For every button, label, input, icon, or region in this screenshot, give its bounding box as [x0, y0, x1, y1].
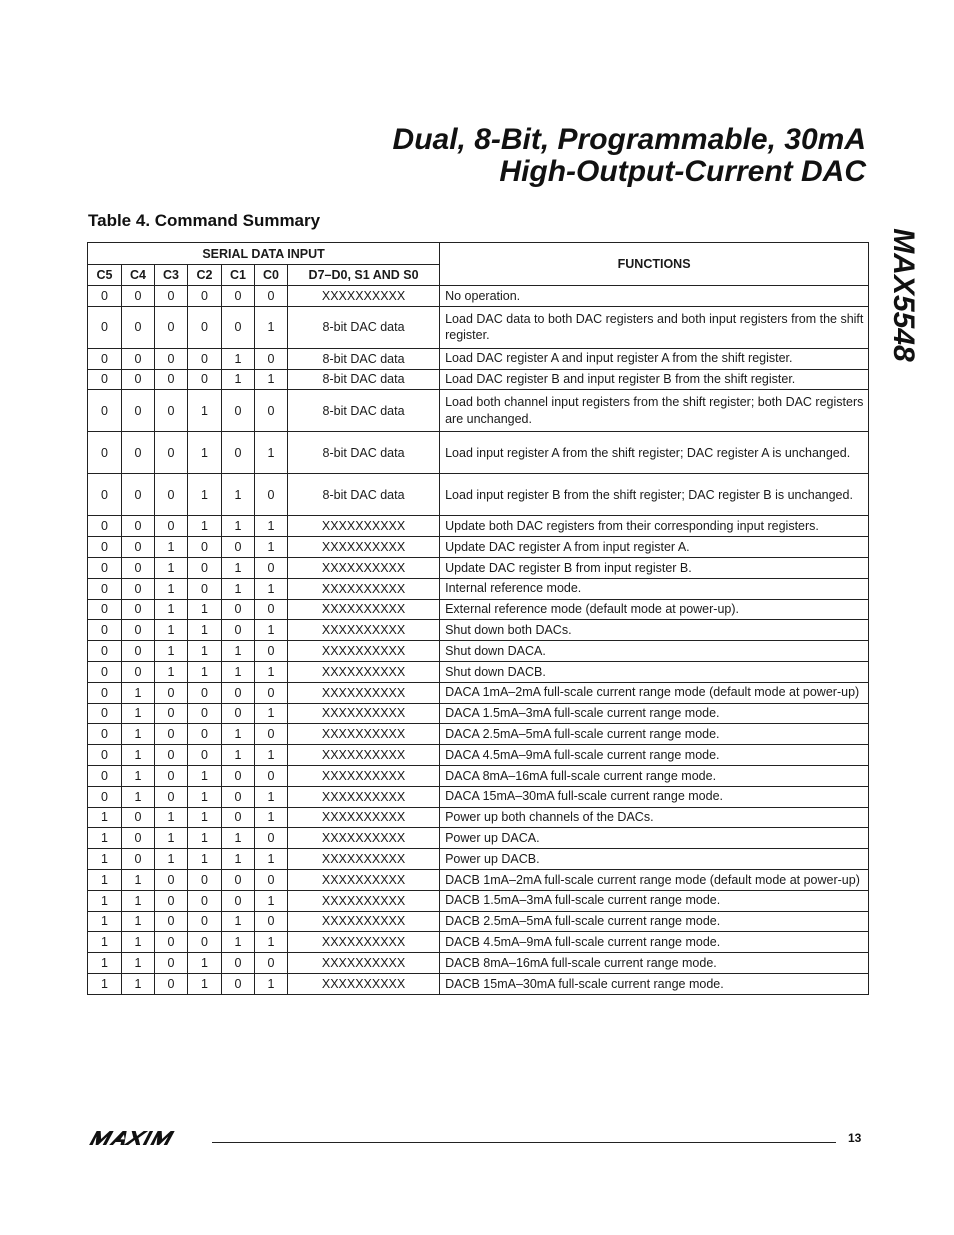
cell-data: XXXXXXXXXX: [288, 932, 440, 953]
cell-c0: 1: [255, 306, 288, 348]
table-row: [88, 911, 869, 932]
cell-c1: 0: [222, 682, 255, 703]
cell-c4: 1: [122, 911, 155, 932]
cell-c5: 0: [88, 432, 122, 474]
cell-c1: 1: [222, 516, 255, 537]
cell-c4: 0: [122, 537, 155, 558]
cell-c0: 1: [255, 661, 288, 682]
cell-c0: 1: [255, 369, 288, 390]
command-table-body: [88, 286, 869, 995]
cell-c4: 0: [122, 620, 155, 641]
cell-c0: 1: [255, 849, 288, 870]
cell-function: DACA 15mA–30mA full-scale current range mode.: [440, 786, 869, 807]
cell-c2: 0: [188, 932, 222, 953]
cell-c5: 0: [88, 765, 122, 786]
cell-c0: 0: [255, 828, 288, 849]
table-row: [88, 703, 869, 724]
cell-c4: 1: [122, 890, 155, 911]
cell-c5: 0: [88, 369, 122, 390]
cell-c0: 1: [255, 807, 288, 828]
cell-c2: 0: [188, 306, 222, 348]
column-header-data: D7–D0, S1 AND S0: [288, 265, 440, 286]
cell-data: XXXXXXXXXX: [288, 286, 440, 307]
cell-c2: 1: [188, 390, 222, 432]
cell-c5: 0: [88, 786, 122, 807]
cell-c4: 1: [122, 703, 155, 724]
table-row: [88, 306, 869, 348]
cell-function: DACA 1.5mA–3mA full-scale current range mode.: [440, 703, 869, 724]
cell-c1: 0: [222, 890, 255, 911]
cell-c1: 1: [222, 369, 255, 390]
table-row: [88, 828, 869, 849]
cell-c4: 0: [122, 578, 155, 599]
cell-c5: 0: [88, 537, 122, 558]
cell-c5: 1: [88, 953, 122, 974]
cell-c3: 0: [155, 516, 188, 537]
cell-data: XXXXXXXXXX: [288, 786, 440, 807]
cell-c2: 0: [188, 537, 222, 558]
cell-c0: 1: [255, 973, 288, 994]
cell-c0: 0: [255, 911, 288, 932]
cell-c2: 0: [188, 911, 222, 932]
cell-c5: 0: [88, 557, 122, 578]
cell-c1: 0: [222, 537, 255, 558]
cell-function: DACB 1.5mA–3mA full-scale current range mode.: [440, 890, 869, 911]
cell-c4: 1: [122, 953, 155, 974]
cell-c3: 0: [155, 911, 188, 932]
cell-c5: 0: [88, 578, 122, 599]
cell-c5: 0: [88, 286, 122, 307]
cell-c0: 0: [255, 724, 288, 745]
cell-data: XXXXXXXXXX: [288, 724, 440, 745]
table-row: [88, 537, 869, 558]
cell-function: Update both DAC registers from their corresponding input registers.: [440, 516, 869, 537]
cell-c0: 0: [255, 869, 288, 890]
cell-c5: 0: [88, 661, 122, 682]
cell-c2: 0: [188, 578, 222, 599]
cell-c2: 0: [188, 348, 222, 369]
cell-c2: 1: [188, 765, 222, 786]
cell-c3: 1: [155, 557, 188, 578]
table-row: [88, 724, 869, 745]
table-row: [88, 869, 869, 890]
cell-data: 8-bit DAC data: [288, 348, 440, 369]
cell-data: XXXXXXXXXX: [288, 516, 440, 537]
cell-data: XXXXXXXXXX: [288, 745, 440, 766]
cell-c4: 1: [122, 786, 155, 807]
cell-c4: 0: [122, 348, 155, 369]
cell-c4: 1: [122, 745, 155, 766]
table-row: [88, 765, 869, 786]
cell-c3: 1: [155, 828, 188, 849]
cell-c0: 1: [255, 578, 288, 599]
cell-c0: 0: [255, 474, 288, 516]
cell-c2: 0: [188, 703, 222, 724]
cell-c5: 0: [88, 306, 122, 348]
cell-c5: 0: [88, 474, 122, 516]
cell-c4: 1: [122, 869, 155, 890]
cell-c5: 0: [88, 745, 122, 766]
cell-c2: 0: [188, 369, 222, 390]
cell-c0: 0: [255, 557, 288, 578]
cell-function: DACA 2.5mA–5mA full-scale current range mode.: [440, 724, 869, 745]
cell-c4: 0: [122, 306, 155, 348]
cell-c1: 0: [222, 599, 255, 620]
cell-c3: 1: [155, 807, 188, 828]
maxim-logo: [88, 1130, 200, 1146]
cell-data: XXXXXXXXXX: [288, 890, 440, 911]
table-row: [88, 807, 869, 828]
column-header-c2: C2: [188, 265, 222, 286]
cell-c3: 0: [155, 432, 188, 474]
cell-c1: 0: [222, 432, 255, 474]
cell-c2: 0: [188, 286, 222, 307]
cell-function: DACA 8mA–16mA full-scale current range mode.: [440, 765, 869, 786]
table-row: [88, 973, 869, 994]
cell-c4: 0: [122, 641, 155, 662]
table-row: [88, 890, 869, 911]
cell-c0: 1: [255, 745, 288, 766]
cell-data: XXXXXXXXXX: [288, 682, 440, 703]
table-row: [88, 932, 869, 953]
cell-c2: 1: [188, 786, 222, 807]
cell-c3: 1: [155, 641, 188, 662]
cell-data: XXXXXXXXXX: [288, 953, 440, 974]
cell-c2: 1: [188, 516, 222, 537]
cell-function: DACB 8mA–16mA full-scale current range mode.: [440, 953, 869, 974]
table-row: [88, 286, 869, 307]
cell-c1: 0: [222, 786, 255, 807]
cell-function: Load both channel input registers from the shift register; both DAC registers are unchanged.: [440, 390, 869, 432]
cell-c1: 0: [222, 973, 255, 994]
column-header-c5: C5: [88, 265, 122, 286]
cell-data: XXXXXXXXXX: [288, 869, 440, 890]
cell-function: Load DAC register A and input register A from the shift register.: [440, 348, 869, 369]
cell-c0: 0: [255, 390, 288, 432]
cell-c0: 1: [255, 890, 288, 911]
cell-c4: 0: [122, 432, 155, 474]
cell-c5: 0: [88, 682, 122, 703]
cell-data: XXXXXXXXXX: [288, 557, 440, 578]
cell-function: Power up DACA.: [440, 828, 869, 849]
cell-c1: 0: [222, 306, 255, 348]
document-title-line-1: Dual, 8-Bit, Programmable, 30mA: [392, 123, 866, 156]
cell-c1: 1: [222, 849, 255, 870]
cell-c5: 1: [88, 807, 122, 828]
cell-c5: 1: [88, 849, 122, 870]
cell-function: Shut down DACB.: [440, 661, 869, 682]
cell-c1: 0: [222, 953, 255, 974]
cell-c5: 1: [88, 932, 122, 953]
cell-c5: 0: [88, 599, 122, 620]
cell-data: 8-bit DAC data: [288, 369, 440, 390]
cell-c1: 1: [222, 348, 255, 369]
cell-c3: 0: [155, 369, 188, 390]
cell-c2: 1: [188, 661, 222, 682]
table-row: [88, 641, 869, 662]
table-row: [88, 661, 869, 682]
cell-data: XXXXXXXXXX: [288, 641, 440, 662]
cell-function: Shut down both DACs.: [440, 620, 869, 641]
cell-c0: 1: [255, 432, 288, 474]
cell-function: Power up both channels of the DACs.: [440, 807, 869, 828]
cell-data: 8-bit DAC data: [288, 432, 440, 474]
cell-c5: 0: [88, 703, 122, 724]
footer-rule: [212, 1142, 836, 1143]
cell-c5: 0: [88, 620, 122, 641]
cell-c4: 0: [122, 557, 155, 578]
cell-function: DACB 2.5mA–5mA full-scale current range mode.: [440, 911, 869, 932]
cell-c1: 1: [222, 474, 255, 516]
table-row: [88, 849, 869, 870]
cell-c2: 1: [188, 807, 222, 828]
cell-data: XXXXXXXXXX: [288, 703, 440, 724]
cell-c1: 0: [222, 703, 255, 724]
cell-data: 8-bit DAC data: [288, 306, 440, 348]
cell-c4: 0: [122, 828, 155, 849]
cell-c3: 0: [155, 390, 188, 432]
document-title-line-2: High-Output-Current DAC: [499, 155, 866, 188]
cell-c5: 0: [88, 516, 122, 537]
cell-data: XXXXXXXXXX: [288, 537, 440, 558]
cell-data: XXXXXXXXXX: [288, 828, 440, 849]
cell-c3: 0: [155, 703, 188, 724]
cell-c0: 0: [255, 599, 288, 620]
cell-data: XXXXXXXXXX: [288, 765, 440, 786]
cell-c0: 1: [255, 703, 288, 724]
table-row: [88, 474, 869, 516]
cell-c0: 0: [255, 765, 288, 786]
cell-function: Internal reference mode.: [440, 578, 869, 599]
cell-c1: 0: [222, 765, 255, 786]
cell-function: DACB 1mA–2mA full-scale current range mode (default mode at power-up): [440, 869, 869, 890]
cell-c3: 0: [155, 932, 188, 953]
cell-c2: 1: [188, 620, 222, 641]
cell-c4: 1: [122, 932, 155, 953]
cell-c3: 1: [155, 620, 188, 641]
cell-c3: 0: [155, 724, 188, 745]
cell-c4: 0: [122, 516, 155, 537]
table-row: [88, 432, 869, 474]
cell-c1: 1: [222, 578, 255, 599]
cell-c3: 0: [155, 286, 188, 307]
cell-c5: 0: [88, 724, 122, 745]
cell-c1: 0: [222, 807, 255, 828]
cell-c2: 1: [188, 641, 222, 662]
cell-c2: 1: [188, 474, 222, 516]
cell-function: Load DAC data to both DAC registers and both input registers from the shift register.: [440, 306, 869, 348]
cell-c0: 1: [255, 620, 288, 641]
table-row: [88, 745, 869, 766]
cell-c3: 0: [155, 682, 188, 703]
cell-c4: 0: [122, 286, 155, 307]
cell-function: Load DAC register B and input register B from the shift register.: [440, 369, 869, 390]
cell-c0: 0: [255, 641, 288, 662]
table-title: Table 4. Command Summary: [88, 211, 321, 230]
cell-c0: 1: [255, 537, 288, 558]
cell-c1: 1: [222, 745, 255, 766]
cell-c3: 0: [155, 474, 188, 516]
cell-c3: 0: [155, 348, 188, 369]
cell-c1: 0: [222, 390, 255, 432]
cell-c4: 0: [122, 849, 155, 870]
table-row: [88, 516, 869, 537]
cell-c1: 0: [222, 869, 255, 890]
cell-c4: 0: [122, 390, 155, 432]
cell-function: Power up DACB.: [440, 849, 869, 870]
cell-c3: 1: [155, 578, 188, 599]
cell-c3: 0: [155, 953, 188, 974]
cell-c2: 1: [188, 849, 222, 870]
cell-c4: 1: [122, 682, 155, 703]
table-row: [88, 348, 869, 369]
cell-data: XXXXXXXXXX: [288, 578, 440, 599]
cell-c1: 1: [222, 911, 255, 932]
cell-c4: 0: [122, 599, 155, 620]
cell-data: 8-bit DAC data: [288, 474, 440, 516]
cell-function: DACB 15mA–30mA full-scale current range mode.: [440, 973, 869, 994]
cell-c3: 0: [155, 745, 188, 766]
table-row: [88, 578, 869, 599]
cell-data: XXXXXXXXXX: [288, 911, 440, 932]
cell-c3: 1: [155, 537, 188, 558]
table-row: [88, 620, 869, 641]
table-row: [88, 953, 869, 974]
cell-c3: 0: [155, 765, 188, 786]
cell-function: Update DAC register B from input register B.: [440, 557, 869, 578]
cell-c2: 1: [188, 432, 222, 474]
cell-c3: 1: [155, 661, 188, 682]
cell-c3: 0: [155, 973, 188, 994]
cell-c0: 0: [255, 953, 288, 974]
cell-c5: 1: [88, 911, 122, 932]
table-row: [88, 682, 869, 703]
column-header-c4: C4: [122, 265, 155, 286]
column-header-c1: C1: [222, 265, 255, 286]
cell-function: Shut down DACA.: [440, 641, 869, 662]
cell-data: XXXXXXXXXX: [288, 973, 440, 994]
cell-data: XXXXXXXXXX: [288, 807, 440, 828]
cell-c5: 1: [88, 869, 122, 890]
cell-c0: 1: [255, 786, 288, 807]
cell-c3: 0: [155, 869, 188, 890]
cell-c2: 0: [188, 682, 222, 703]
cell-function: Load input register B from the shift register; DAC register B is unchanged.: [440, 474, 869, 516]
cell-c5: 1: [88, 828, 122, 849]
cell-c2: 1: [188, 828, 222, 849]
cell-c3: 0: [155, 786, 188, 807]
cell-function: Load input register A from the shift register; DAC register A is unchanged.: [440, 432, 869, 474]
table-row: [88, 599, 869, 620]
cell-c1: 0: [222, 286, 255, 307]
cell-c1: 0: [222, 620, 255, 641]
cell-c2: 1: [188, 953, 222, 974]
document-title: [393, 124, 866, 188]
cell-c2: 1: [188, 973, 222, 994]
cell-data: XXXXXXXXXX: [288, 661, 440, 682]
cell-c4: 0: [122, 474, 155, 516]
side-part-number-text: MAX5548: [887, 228, 920, 362]
cell-data: 8-bit DAC data: [288, 390, 440, 432]
cell-c4: 1: [122, 765, 155, 786]
cell-c3: 0: [155, 306, 188, 348]
cell-c0: 1: [255, 932, 288, 953]
cell-c5: 1: [88, 973, 122, 994]
cell-c3: 0: [155, 890, 188, 911]
cell-c2: 0: [188, 724, 222, 745]
cell-c4: 0: [122, 661, 155, 682]
cell-c5: 0: [88, 390, 122, 432]
cell-c5: 1: [88, 890, 122, 911]
cell-c4: 1: [122, 724, 155, 745]
cell-function: DACA 4.5mA–9mA full-scale current range mode.: [440, 745, 869, 766]
cell-function: External reference mode (default mode at power-up).: [440, 599, 869, 620]
page-number: 13: [848, 1131, 862, 1145]
cell-c2: 0: [188, 557, 222, 578]
table-row: [88, 786, 869, 807]
cell-c2: 1: [188, 599, 222, 620]
cell-c1: 1: [222, 828, 255, 849]
cell-c1: 1: [222, 557, 255, 578]
side-part-number: [886, 215, 920, 375]
table-row: [88, 390, 869, 432]
cell-c3: 1: [155, 849, 188, 870]
serial-data-input-header: SERIAL DATA INPUT: [88, 243, 440, 265]
cell-c2: 0: [188, 869, 222, 890]
cell-data: XXXXXXXXXX: [288, 620, 440, 641]
cell-c5: 0: [88, 348, 122, 369]
cell-function: DACA 1mA–2mA full-scale current range mode (default mode at power-up): [440, 682, 869, 703]
cell-c4: 1: [122, 973, 155, 994]
cell-function: DACB 4.5mA–9mA full-scale current range mode.: [440, 932, 869, 953]
cell-c1: 1: [222, 932, 255, 953]
cell-c4: 0: [122, 369, 155, 390]
cell-c0: 1: [255, 516, 288, 537]
cell-c4: 0: [122, 807, 155, 828]
cell-data: XXXXXXXXXX: [288, 599, 440, 620]
table-header-row-1: [88, 243, 869, 265]
cell-c5: 0: [88, 641, 122, 662]
functions-header: FUNCTIONS: [440, 243, 869, 286]
cell-function: No operation.: [440, 286, 869, 307]
column-header-c3: C3: [155, 265, 188, 286]
table-row: [88, 369, 869, 390]
cell-function: Update DAC register A from input register A.: [440, 537, 869, 558]
command-summary-table: [87, 242, 869, 995]
cell-c2: 0: [188, 890, 222, 911]
cell-c1: 1: [222, 661, 255, 682]
cell-c2: 0: [188, 745, 222, 766]
cell-data: XXXXXXXXXX: [288, 849, 440, 870]
cell-c0: 0: [255, 286, 288, 307]
cell-c0: 0: [255, 682, 288, 703]
cell-c3: 1: [155, 599, 188, 620]
column-header-c0: C0: [255, 265, 288, 286]
cell-c1: 1: [222, 641, 255, 662]
table-row: [88, 557, 869, 578]
cell-c0: 0: [255, 348, 288, 369]
cell-c1: 1: [222, 724, 255, 745]
